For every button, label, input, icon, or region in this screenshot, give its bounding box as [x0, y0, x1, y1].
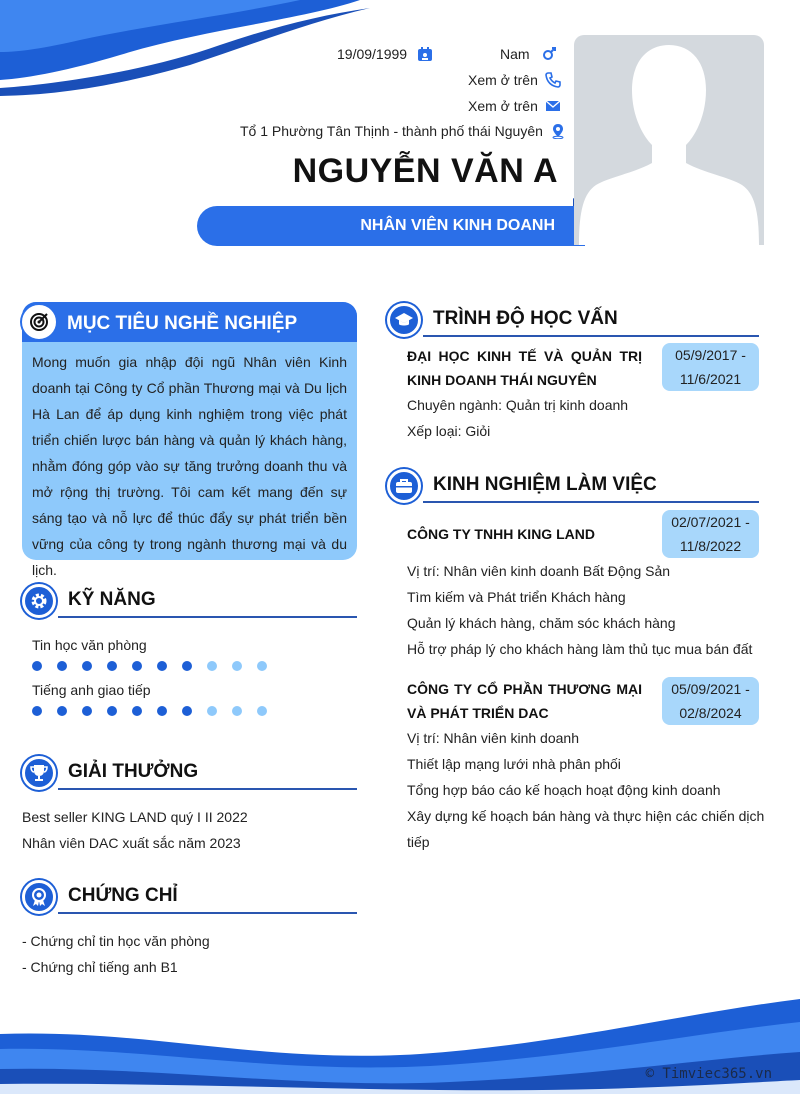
medal-icon — [29, 887, 49, 907]
education-date — [662, 343, 759, 391]
address-row — [240, 123, 566, 139]
date-to: 11/6/2021 — [679, 371, 742, 387]
section-divider — [423, 501, 759, 503]
phone-icon — [545, 72, 561, 88]
target-icon — [29, 312, 49, 332]
certificates-badge — [22, 880, 56, 914]
rating-dot-filled — [157, 661, 167, 671]
rating-dot-filled — [32, 706, 42, 716]
objective-text: Mong muốn gia nhập đội ngũ Nhân viên Kinh doanh tại Công ty Cổ phần Thương mại và Du lịch Hà Lan để áp dụng kinh nghiệm trong việc phát triển chiến lược bán hàng và quản lý khách hàng, nhằm đóng góp vào sự tăng trưởng doanh thu và mở rộng thị trường. Tôi cam kết mang đến sự sáng tạo và nỗ lực để thúc đẩy sự phát triển bền vững của công ty trong ngành thương mại và du lịch. — [32, 354, 347, 578]
education-badge — [387, 303, 421, 337]
company-name-line: CÔNG TY CỔ PHẦN THƯƠNG MẠI — [407, 681, 642, 697]
birthday-text: 19/09/1999 — [337, 46, 408, 62]
trophy-icon — [29, 763, 49, 783]
rating-dot-filled — [57, 706, 67, 716]
job-detail: Xây dựng kế hoạch bán hàng và thực hiện các chiến dịch — [407, 808, 765, 824]
person-silhouette-icon — [574, 35, 764, 245]
job-detail: Quản lý khách hàng, chăm sóc khách hàng — [407, 615, 676, 631]
date-to: 11/8/2022 — [679, 538, 742, 554]
rating-dot-filled — [57, 661, 67, 671]
education-title: TRÌNH ĐỘ HỌC VẤN — [433, 308, 618, 329]
job-detail: Thiết lập mạng lưới nhà phân phối — [407, 756, 621, 772]
rating-dot-empty — [232, 661, 242, 671]
job-detail: Vị trí: Nhân viên kinh doanh — [407, 730, 579, 746]
rating-dot-empty — [207, 706, 217, 716]
awards-badge — [22, 756, 56, 790]
rating-dot-filled — [82, 661, 92, 671]
job-title: NHÂN VIÊN KINH DOANH — [360, 217, 555, 234]
gender-row — [500, 46, 557, 62]
job-detail: Vị trí: Nhân viên kinh doanh Bất Động Sản — [407, 563, 671, 579]
rating-dot-filled — [132, 706, 142, 716]
company-name: CÔNG TY TNHH KING LAND — [407, 526, 595, 542]
graduation-cap-icon — [394, 310, 414, 330]
rating-dot-filled — [157, 706, 167, 716]
section-divider — [58, 788, 357, 790]
skill-label: Tin học văn phòng — [32, 637, 147, 653]
rating-dot-filled — [107, 661, 117, 671]
experience-badge — [387, 469, 421, 503]
award-item: Nhân viên DAC xuất sắc năm 2023 — [22, 835, 241, 851]
job-detail: tiếp — [407, 834, 430, 850]
skill-rating — [32, 661, 267, 671]
experience-title: KINH NGHIỆM LÀM VIỆC — [433, 474, 657, 495]
rating-dot-filled — [107, 706, 117, 716]
certificate-item: - Chứng chỉ tiếng anh B1 — [22, 959, 178, 975]
calendar-icon — [417, 46, 433, 62]
gender-text: Nam — [500, 46, 530, 62]
top-wave-decoration — [0, 0, 380, 100]
school-name-cont: KINH DOANH THÁI NGUYÊN — [407, 372, 597, 388]
date-from: 05/09/2021 - — [671, 681, 750, 697]
rating-dot-filled — [182, 706, 192, 716]
job-title-bar — [197, 206, 585, 246]
skill-rating — [32, 706, 267, 716]
awards-title: GIẢI THƯỞNG — [68, 761, 199, 782]
rating-dot-filled — [82, 706, 92, 716]
date-to: 02/8/2024 — [679, 705, 742, 721]
objective-title: MỤC TIÊU NGHỀ NGHIỆP — [67, 313, 298, 334]
address-text: Tổ 1 Phường Tân Thịnh - thành phố thái Nguyên — [240, 123, 543, 139]
education-heading — [387, 303, 759, 339]
watermark: © Timviec365.vn — [645, 1066, 772, 1082]
education-major: Chuyên ngành: Quản trị kinh doanh — [407, 397, 629, 413]
rating-dot-empty — [232, 706, 242, 716]
certificate-item: - Chứng chỉ tin học văn phòng — [22, 933, 210, 949]
email-row — [468, 98, 561, 114]
job-date — [662, 510, 759, 558]
skills-heading — [22, 584, 357, 620]
full-name: NGUYỄN VĂN A — [292, 152, 558, 190]
gear-icon — [29, 591, 49, 611]
certificates-heading — [22, 880, 357, 916]
gender-icon — [541, 46, 557, 62]
section-divider — [58, 616, 357, 618]
location-pin-icon — [550, 123, 566, 139]
avatar — [574, 35, 764, 245]
skills-title: KỸ NĂNG — [68, 589, 156, 610]
job-date — [662, 677, 759, 725]
birthday-row — [337, 46, 433, 62]
phone-text: Xem ở trên — [468, 72, 538, 88]
objective-badge — [22, 305, 56, 339]
section-divider — [423, 335, 759, 337]
rating-dot-filled — [132, 661, 142, 671]
rating-dot-empty — [257, 661, 267, 671]
briefcase-icon — [394, 476, 414, 496]
education-grade: Xếp loại: Giỏi — [407, 423, 491, 439]
job-detail: Tìm kiếm và Phát triển Khách hàng — [407, 589, 626, 605]
rating-dot-empty — [257, 706, 267, 716]
school-name — [407, 344, 642, 368]
skill-label: Tiếng anh giao tiếp — [32, 682, 151, 698]
job-detail: Hỗ trợ pháp lý cho khách hàng làm thủ tục mua bán đất — [407, 641, 753, 657]
email-text: Xem ở trên — [468, 98, 538, 114]
certificates-title: CHỨNG CHỈ — [68, 885, 178, 906]
company-name — [407, 677, 642, 701]
date-from: 05/9/2017 - — [675, 347, 746, 363]
experience-heading — [387, 469, 759, 505]
job-detail: Tổng hợp báo cáo kế hoạch hoạt động kinh doanh — [407, 782, 721, 798]
rating-dot-empty — [207, 661, 217, 671]
company-name-cont: VÀ PHÁT TRIỂN DAC — [407, 705, 549, 721]
rating-dot-filled — [32, 661, 42, 671]
section-divider — [58, 912, 357, 914]
award-item: Best seller KING LAND quý I II 2022 — [22, 809, 248, 825]
mail-icon — [545, 98, 561, 114]
rating-dot-filled — [182, 661, 192, 671]
skills-badge — [22, 584, 56, 618]
objective-section — [22, 302, 357, 578]
school-name-line: ĐẠI HỌC KINH TẾ VÀ QUẢN TRỊ — [407, 348, 642, 364]
phone-row — [468, 72, 561, 88]
objective-header — [22, 302, 357, 342]
date-from: 02/07/2021 - — [671, 514, 750, 530]
awards-heading — [22, 756, 357, 792]
